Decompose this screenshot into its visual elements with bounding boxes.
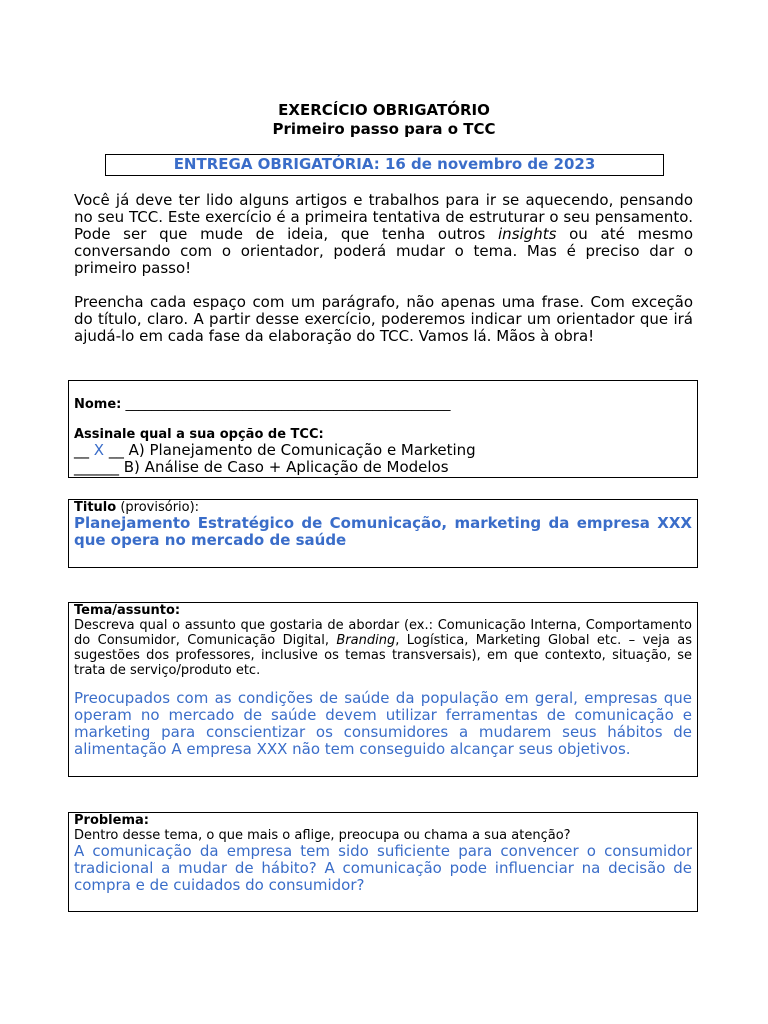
tema-answer[interactable]: Preocupados com as condições de saúde da população em geral, empresas que operam no mercado de saúde devem utilizar ferramentas de comunicação e marketing para conscientizar os consumidores a mudarem seus hábitos de alimentação A empresa XXX não tem conseguido alcançar seus objetivos. [74, 689, 692, 758]
document-header [0, 101, 768, 139]
name-field[interactable]: __________________________________________________ [121, 397, 451, 412]
intro-paragraph-1 [74, 192, 693, 277]
titulo-note: (provisório): [116, 500, 200, 515]
name-label: Nome: [74, 397, 122, 412]
option-a-row[interactable] [74, 442, 697, 459]
option-b-label: B) Análise de Caso + Aplicação de Modelos [119, 458, 449, 476]
intro-paragraph-2: Preencha cada espaço com um parágrafo, não apenas uma frase. Com exceção do título, claro. A partir desse exercício, poderemos indicar um orientador que irá ajudá-lo em cada fase da elaboração do TCC. Vamos lá. Mãos à obra! [74, 293, 693, 345]
option-a-label: __ A) Planejamento de Comunicação e Marketing [104, 441, 476, 459]
titulo-heading [74, 500, 692, 515]
option-a-check-mark[interactable]: X [93, 441, 105, 459]
deadline-banner: ENTREGA OBRIGATÓRIA: 16 de novembro de 2023 [105, 154, 664, 176]
tema-box [68, 602, 698, 777]
problema-description: Dentro desse tema, o que mais o aflige, preocupa ou chama a sua atenção? [74, 828, 571, 843]
tema-desc-emphasis: Branding [336, 633, 396, 648]
titulo-answer[interactable]: Planejamento Estratégico de Comunicação, marketing da empresa XXX que opera no mercado de saúde [74, 514, 692, 549]
student-info-box [68, 380, 698, 478]
tema-desc-a: Descreva qual o assunto que gostaria de abordar (ex.: Comunicação Interna, Comportamento do Consumidor, Comunicação Digital, [74, 618, 692, 648]
problema-answer[interactable]: A comunicação da empresa tem sido suficiente para convencer o consumidor tradicional a mudar de hábito? A comunicação pode influenciar na decisão de compra e de cuidados do consumidor? [74, 842, 692, 894]
option-prompt: Assinale qual a sua opção de TCC: [74, 427, 324, 442]
document-subtitle: Primeiro passo para o TCC [272, 120, 496, 138]
tema-label: Tema/assunto: [74, 603, 181, 618]
titulo-label: Titulo [74, 500, 117, 515]
tema-desc-b: , Logística, Marketing Global etc. – veja as sugestões dos professores, inclusive os temas transversais), em que contexto, situação, se trata de serviço/produto etc. [74, 633, 692, 678]
option-a-prefix: __ [74, 441, 94, 459]
intro-p1-emphasis: insights [498, 225, 557, 243]
problema-label: Problema: [74, 813, 149, 828]
problema-box [68, 812, 698, 912]
intro-p1-text-b: ou até mesmo conversando com o orientador, poderá mudar o tema. Mas é preciso dar o primeiro passo! [74, 225, 693, 277]
tema-description [74, 618, 692, 678]
intro-p1-text-a: Você já deve ter lido alguns artigos e trabalhos para ir se aquecendo, pensando no seu TCC. Este exercício é a primeira tentativa de estruturar o seu pensamento. Pode ser que mude de ideia, que tenha outros [74, 191, 693, 243]
option-b-prefix: ______ [74, 458, 119, 476]
option-b-row[interactable] [74, 459, 697, 476]
titulo-box [68, 499, 698, 568]
document-title: EXERCÍCIO OBRIGATÓRIO [278, 101, 490, 119]
name-row [74, 397, 697, 412]
